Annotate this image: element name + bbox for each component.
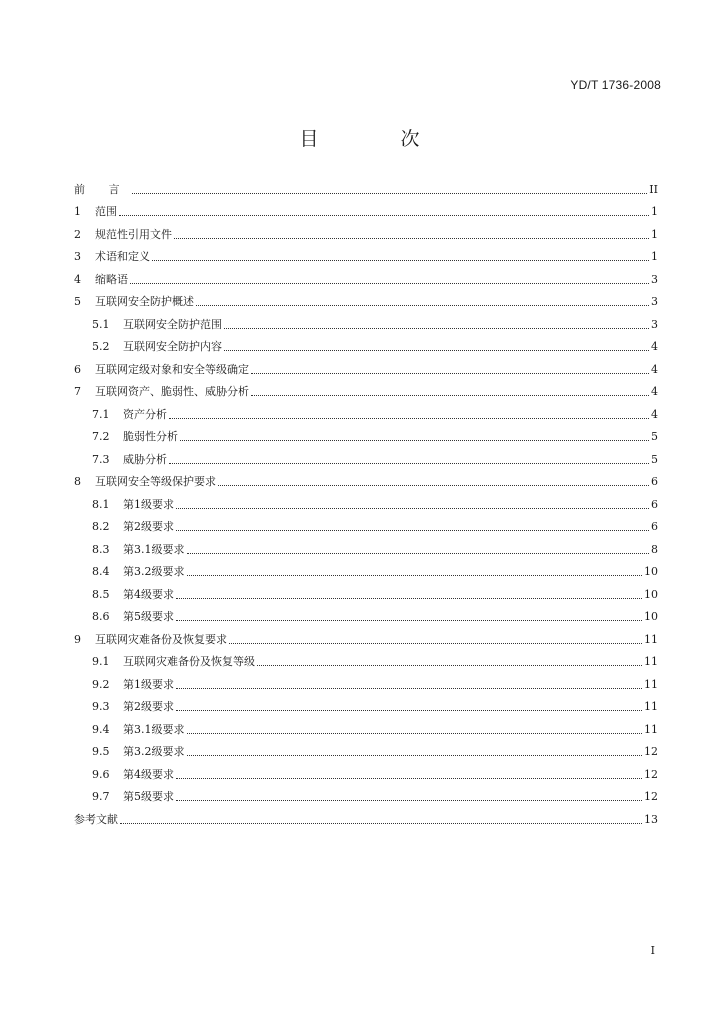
toc-entry xyxy=(74,692,658,715)
toc-entry xyxy=(74,782,658,805)
toc-entry-page: 6 xyxy=(651,520,658,533)
dot-leader xyxy=(169,463,649,464)
dot-leader xyxy=(251,373,649,374)
toc-entry-number: 5 xyxy=(74,295,81,308)
toc-entry-title: 范围 xyxy=(95,205,117,218)
toc-entry xyxy=(74,467,658,490)
toc-entry-page: 6 xyxy=(651,475,658,488)
toc-entry-title: 互联网安全防护范围 xyxy=(123,317,222,331)
toc-entry xyxy=(74,759,658,782)
toc-entry-page: 12 xyxy=(644,767,658,781)
dot-leader xyxy=(251,395,649,396)
dot-leader xyxy=(132,193,648,194)
dot-leader xyxy=(120,823,642,824)
toc-entry-title: 缩略语 xyxy=(95,272,128,286)
toc-entry xyxy=(74,287,658,310)
toc-entry xyxy=(74,669,658,692)
toc-entry-page: 4 xyxy=(651,407,658,421)
toc-entry xyxy=(74,354,658,377)
table-of-contents xyxy=(74,174,658,827)
toc-entry xyxy=(74,624,658,647)
toc-entry-page: 1 xyxy=(651,250,658,263)
toc-entry-title: 互联网安全防护内容 xyxy=(123,340,222,353)
toc-entry-page: 8 xyxy=(651,542,658,556)
toc-entry-title: 第5级要求 xyxy=(123,790,174,803)
toc-entry xyxy=(74,557,658,580)
toc-entry-page: 1 xyxy=(651,227,658,241)
toc-entry-page: 3 xyxy=(651,317,658,331)
toc-entry-number: 2 xyxy=(74,227,81,241)
toc-entry xyxy=(74,489,658,512)
toc-entry-page: II xyxy=(649,182,658,196)
dot-leader xyxy=(187,755,643,756)
toc-entry-number: 9.2 xyxy=(92,677,110,691)
dot-leader xyxy=(130,283,649,284)
dot-leader xyxy=(176,710,642,711)
toc-entry xyxy=(74,242,658,265)
toc-entry-title: 第2级要求 xyxy=(123,520,174,533)
toc-entry-page: 3 xyxy=(651,295,658,308)
dot-leader xyxy=(176,778,642,779)
toc-entry-number: 7.2 xyxy=(92,430,110,443)
dot-leader xyxy=(119,215,649,216)
toc-entry-title: 互联网灾难备份及恢复要求 xyxy=(95,632,227,646)
toc-entry-title: 第3.2级要求 xyxy=(123,745,185,758)
toc-entry-title: 互联网定级对象和安全等级确定 xyxy=(95,362,249,376)
toc-entry-page: 12 xyxy=(644,745,658,758)
toc-entry-number: 9.4 xyxy=(92,722,110,736)
dot-leader xyxy=(187,553,650,554)
toc-entry-page: 11 xyxy=(644,677,658,691)
dot-leader xyxy=(196,305,649,306)
toc-entry-number: 7 xyxy=(74,385,81,398)
toc-entry-title: 第2级要求 xyxy=(123,700,174,713)
toc-entry-number: 9 xyxy=(74,632,81,646)
toc-entry-number: 8 xyxy=(74,475,81,488)
toc-entry-number: 9.6 xyxy=(92,767,110,781)
toc-entry-title: 第3.2级要求 xyxy=(123,565,185,578)
toc-entry-title: 资产分析 xyxy=(123,407,167,421)
toc-entry xyxy=(74,197,658,220)
toc-entry-page: 11 xyxy=(644,632,658,646)
toc-entry-number: 5.2 xyxy=(92,340,110,353)
toc-entry-title: 互联网资产、脆弱性、威胁分析 xyxy=(95,385,249,398)
toc-entry-page: 5 xyxy=(651,452,658,466)
toc-entry xyxy=(74,602,658,625)
toc-entry-page: 10 xyxy=(644,587,658,601)
dot-leader xyxy=(176,800,642,801)
toc-entry-page: 1 xyxy=(651,205,658,218)
toc-entry-title: 第1级要求 xyxy=(123,677,174,691)
dot-leader xyxy=(174,238,649,239)
toc-entry-title: 参考文献 xyxy=(74,812,118,826)
toc-entry xyxy=(74,422,658,445)
toc-entry xyxy=(74,377,658,400)
toc-entry-title: 脆弱性分析 xyxy=(123,430,178,443)
dot-leader xyxy=(187,733,643,734)
toc-entry-title: 前 言 xyxy=(74,182,130,196)
toc-entry-page: 12 xyxy=(644,790,658,803)
toc-entry xyxy=(74,647,658,670)
dot-leader xyxy=(180,440,649,441)
toc-entry-title: 互联网灾难备份及恢复等级 xyxy=(123,655,255,668)
toc-entry-number: 9.5 xyxy=(92,745,110,758)
toc-entry xyxy=(74,444,658,467)
toc-entry-number: 8.6 xyxy=(92,610,110,623)
toc-entry-number: 6 xyxy=(74,362,81,376)
toc-entry-title: 第1级要求 xyxy=(123,497,174,511)
dot-leader xyxy=(224,350,649,351)
toc-entry-number: 8.4 xyxy=(92,565,110,578)
toc-entry-page: 13 xyxy=(644,812,658,826)
toc-entry-number: 9.7 xyxy=(92,790,110,803)
toc-entry xyxy=(74,264,658,287)
toc-entry-page: 4 xyxy=(651,362,658,376)
toc-entry xyxy=(74,399,658,422)
dot-leader xyxy=(152,260,649,261)
toc-entry-page: 4 xyxy=(651,385,658,398)
toc-entry-number: 4 xyxy=(74,272,81,286)
toc-entry xyxy=(74,309,658,332)
toc-entry-title: 第4级要求 xyxy=(123,587,174,601)
toc-entry-number: 9.1 xyxy=(92,655,110,668)
toc-entry xyxy=(74,737,658,760)
toc-entry xyxy=(74,579,658,602)
toc-entry-title: 互联网安全等级保护要求 xyxy=(95,475,216,488)
toc-entry-title: 第3.1级要求 xyxy=(123,542,185,556)
toc-entry xyxy=(74,174,658,197)
toc-entry-number: 8.5 xyxy=(92,587,110,601)
toc-entry-number: 7.1 xyxy=(92,407,110,421)
toc-entry-number: 8.3 xyxy=(92,542,110,556)
toc-entry-number: 5.1 xyxy=(92,317,110,331)
toc-entry-number: 3 xyxy=(74,250,81,263)
toc-entry-page: 4 xyxy=(651,340,658,353)
toc-entry-number: 8.1 xyxy=(92,497,110,511)
page-title: 目 次 xyxy=(299,128,458,150)
toc-entry-title: 威胁分析 xyxy=(123,452,167,466)
toc-entry xyxy=(74,219,658,242)
toc-entry-title: 第4级要求 xyxy=(123,767,174,781)
toc-entry xyxy=(74,804,658,827)
toc-entry-title: 第3.1级要求 xyxy=(123,722,185,736)
dot-leader xyxy=(218,485,649,486)
dot-leader xyxy=(176,508,649,509)
toc-entry xyxy=(74,332,658,355)
toc-entry-number: 8.2 xyxy=(92,520,110,533)
toc-entry-title: 规范性引用文件 xyxy=(95,227,172,241)
dot-leader xyxy=(229,643,642,644)
toc-entry-page: 5 xyxy=(651,430,658,443)
dot-leader xyxy=(224,328,649,329)
toc-entry xyxy=(74,512,658,535)
toc-entry-page: 11 xyxy=(644,700,658,713)
toc-entry-page: 10 xyxy=(644,610,658,623)
dot-leader xyxy=(257,665,642,666)
document-code: YD/T 1736-2008 xyxy=(570,78,661,92)
toc-entry-page: 6 xyxy=(651,497,658,511)
dot-leader xyxy=(176,598,642,599)
toc-entry-number: 1 xyxy=(74,205,81,218)
toc-entry-title: 互联网安全防护概述 xyxy=(95,295,194,308)
toc-entry xyxy=(74,714,658,737)
dot-leader xyxy=(176,688,642,689)
toc-entry-title: 术语和定义 xyxy=(95,250,150,263)
toc-entry-page: 3 xyxy=(651,272,658,286)
toc-entry-number: 9.3 xyxy=(92,700,110,713)
toc-entry-number: 7.3 xyxy=(92,452,110,466)
dot-leader xyxy=(176,530,649,531)
dot-leader xyxy=(169,418,649,419)
toc-entry-page: 11 xyxy=(644,722,658,736)
toc-entry xyxy=(74,534,658,557)
dot-leader xyxy=(187,575,643,576)
toc-entry-page: 11 xyxy=(644,655,658,668)
dot-leader xyxy=(176,620,642,621)
page-number: I xyxy=(650,944,655,957)
toc-entry-title: 第5级要求 xyxy=(123,610,174,623)
toc-entry-page: 10 xyxy=(644,565,658,578)
